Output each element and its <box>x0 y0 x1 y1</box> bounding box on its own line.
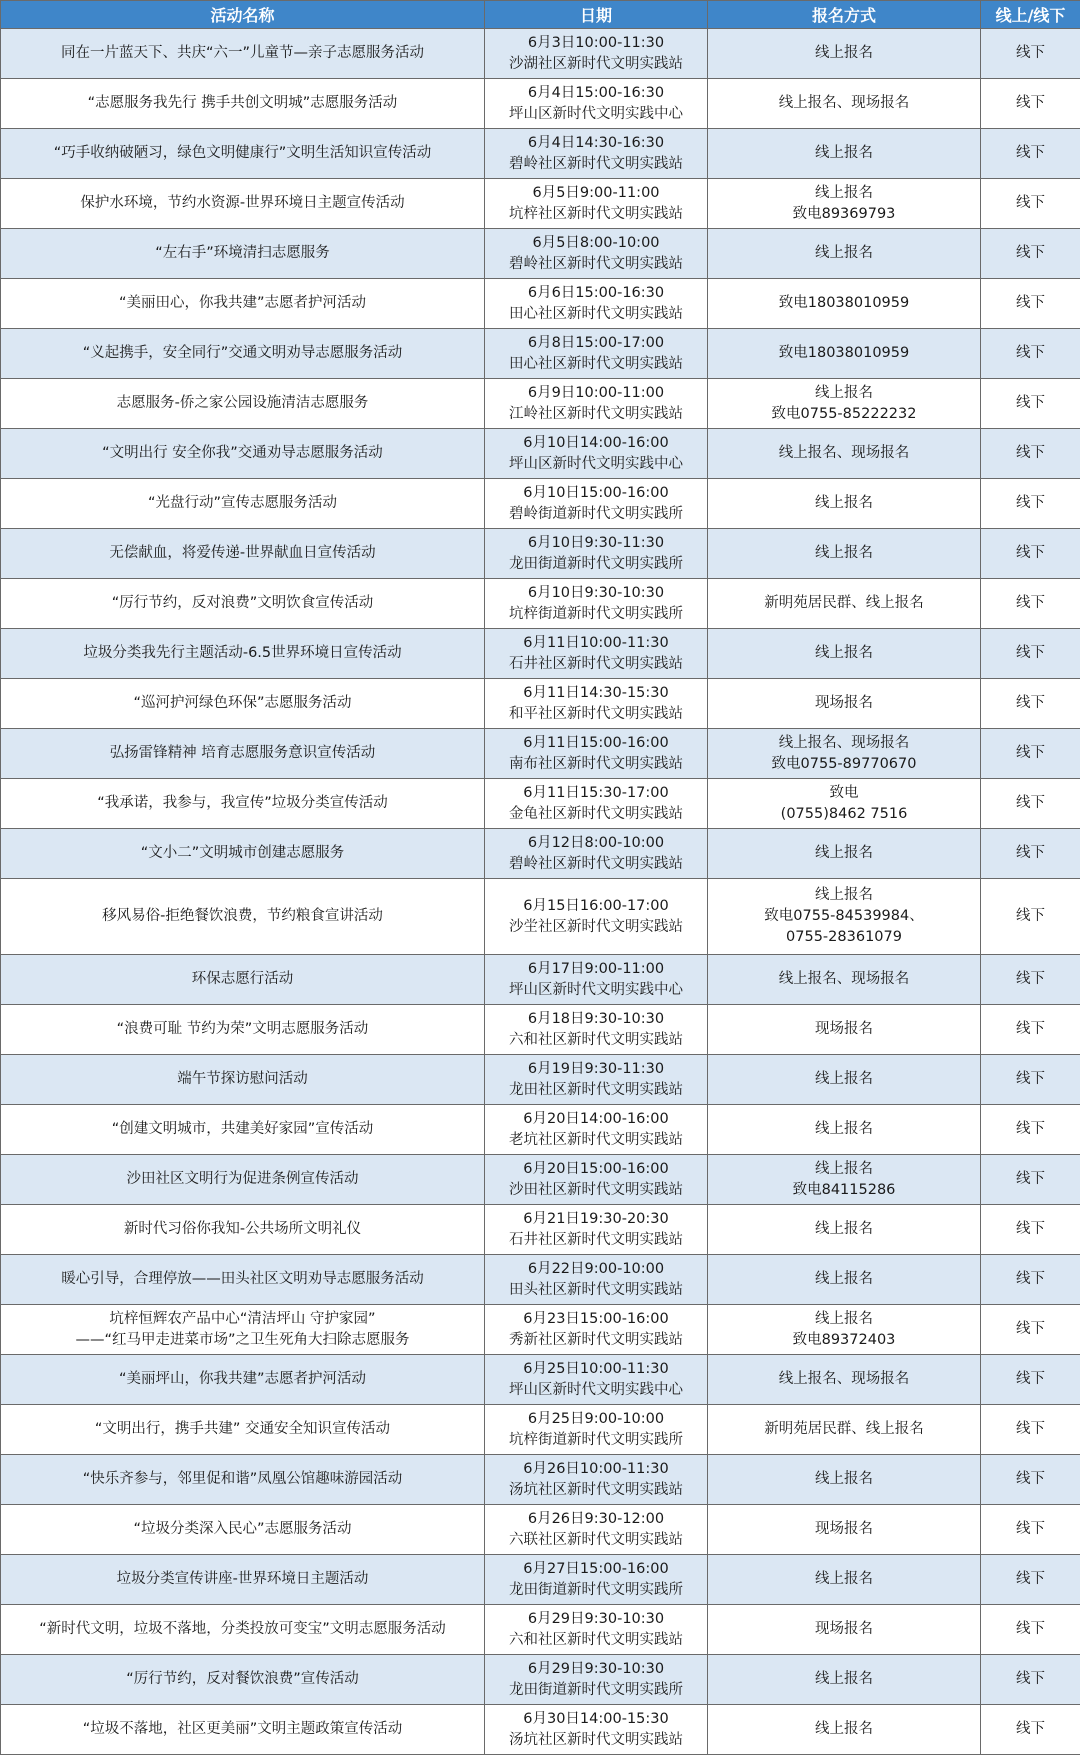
table-row <box>1 955 1080 1005</box>
mode-cell: 线下 <box>981 729 1080 779</box>
signup-method-cell: 线上报名 <box>708 1555 981 1605</box>
table-row <box>1 429 1080 479</box>
table-row <box>1 379 1080 429</box>
signup-method-cell: 现场报名 <box>708 679 981 729</box>
mode-cell: 线下 <box>981 1105 1080 1155</box>
table-row <box>1 179 1080 229</box>
activity-name-cell: 无偿献血，将爱传递-世界献血日宣传活动 <box>1 529 485 579</box>
date-cell: 6月3日10:00-11:30 沙湖社区新时代文明实践站 <box>485 29 708 79</box>
date-cell: 6月6日15:00-16:30 田心社区新时代文明实践站 <box>485 279 708 329</box>
activity-name-cell: 同在一片蓝天下、共庆“六一”儿童节—亲子志愿服务活动 <box>1 29 485 79</box>
date-cell: 6月20日15:00-16:00 沙田社区新时代文明实践站 <box>485 1155 708 1205</box>
table-row <box>1 1455 1080 1505</box>
mode-cell: 线下 <box>981 129 1080 179</box>
activity-name-cell: “义起携手，安全同行”交通文明劝导志愿服务活动 <box>1 329 485 379</box>
signup-method-cell: 线上报名 <box>708 1705 981 1755</box>
date-cell: 6月4日14:30-16:30 碧岭社区新时代文明实践站 <box>485 129 708 179</box>
date-cell: 6月25日10:00-11:30 坪山区新时代文明实践中心 <box>485 1355 708 1405</box>
activity-name-cell: 垃圾分类我先行主题活动-6.5世界环境日宣传活动 <box>1 629 485 679</box>
table-row <box>1 79 1080 129</box>
date-cell: 6月11日14:30-15:30 和平社区新时代文明实践站 <box>485 679 708 729</box>
date-cell: 6月26日9:30-12:00 六联社区新时代文明实践站 <box>485 1505 708 1555</box>
date-cell: 6月10日9:30-11:30 龙田街道新时代文明实践所 <box>485 529 708 579</box>
date-cell: 6月5日9:00-11:00 坑梓社区新时代文明实践站 <box>485 179 708 229</box>
mode-cell: 线下 <box>981 1255 1080 1305</box>
date-cell: 6月11日10:00-11:30 石井社区新时代文明实践站 <box>485 629 708 679</box>
mode-cell: 线下 <box>981 1005 1080 1055</box>
activity-name-cell: 新时代习俗你我知-公共场所文明礼仪 <box>1 1205 485 1255</box>
activity-name-cell: “厉行节约，反对浪费”文明饮食宣传活动 <box>1 579 485 629</box>
activity-name-cell: “我承诺，我参与，我宣传”垃圾分类宣传活动 <box>1 779 485 829</box>
mode-cell: 线下 <box>981 1455 1080 1505</box>
mode-cell: 线下 <box>981 429 1080 479</box>
mode-cell: 线下 <box>981 879 1080 955</box>
signup-method-cell: 线上报名 <box>708 1105 981 1155</box>
date-cell: 6月21日19:30-20:30 石井社区新时代文明实践站 <box>485 1205 708 1255</box>
activity-name-cell: 环保志愿行活动 <box>1 955 485 1005</box>
table-row <box>1 579 1080 629</box>
activity-name-cell: 移风易俗-拒绝餐饮浪费，节约粮食宣讲活动 <box>1 879 485 955</box>
table-row <box>1 1605 1080 1655</box>
date-cell: 6月29日9:30-10:30 龙田街道新时代文明实践所 <box>485 1655 708 1705</box>
signup-method-cell: 线上报名 <box>708 1255 981 1305</box>
table-row <box>1 1705 1080 1755</box>
mode-cell: 线下 <box>981 779 1080 829</box>
header-row <box>1 1 1080 29</box>
activity-name-cell: 坑梓恒辉农产品中心“清洁坪山 守护家园” ——“红马甲走进菜市场”之卫生死角大扫除志愿服务 <box>1 1305 485 1355</box>
date-cell: 6月22日9:00-10:00 田头社区新时代文明实践站 <box>485 1255 708 1305</box>
date-cell: 6月12日8:00-10:00 碧岭社区新时代文明实践站 <box>485 829 708 879</box>
signup-method-cell: 新明苑居民群、线上报名 <box>708 579 981 629</box>
activity-name-cell: 志愿服务-侨之家公园设施清洁志愿服务 <box>1 379 485 429</box>
date-cell: 6月20日14:00-16:00 老坑社区新时代文明实践站 <box>485 1105 708 1155</box>
table-row <box>1 1555 1080 1605</box>
signup-method-cell: 线上报名 <box>708 129 981 179</box>
mode-cell: 线下 <box>981 1205 1080 1255</box>
table-body <box>1 29 1080 1755</box>
activity-name-cell: “快乐齐参与，邻里促和谐”凤凰公馆趣味游园活动 <box>1 1455 485 1505</box>
table-row <box>1 1055 1080 1105</box>
mode-cell: 线下 <box>981 679 1080 729</box>
date-cell: 6月17日9:00-11:00 坪山区新时代文明实践中心 <box>485 955 708 1005</box>
activity-name-cell: 端午节探访慰问活动 <box>1 1055 485 1105</box>
signup-method-cell: 线上报名 <box>708 479 981 529</box>
signup-method-cell: 致电18038010959 <box>708 329 981 379</box>
header-date: 日期 <box>485 1 708 29</box>
signup-method-cell: 线上报名 致电89369793 <box>708 179 981 229</box>
table-row <box>1 229 1080 279</box>
table-row <box>1 729 1080 779</box>
date-cell: 6月29日9:30-10:30 六和社区新时代文明实践站 <box>485 1605 708 1655</box>
signup-method-cell: 致电18038010959 <box>708 279 981 329</box>
activity-name-cell: “美丽坪山，你我共建”志愿者护河活动 <box>1 1355 485 1405</box>
activity-name-cell: “光盘行动”宣传志愿服务活动 <box>1 479 485 529</box>
table-row <box>1 329 1080 379</box>
table-header <box>1 1 1080 29</box>
activity-name-cell: 保护水环境，节约水资源-世界环境日主题宣传活动 <box>1 179 485 229</box>
table-row <box>1 1155 1080 1205</box>
date-cell: 6月11日15:30-17:00 金龟社区新时代文明实践站 <box>485 779 708 829</box>
mode-cell: 线下 <box>981 379 1080 429</box>
mode-cell: 线下 <box>981 1355 1080 1405</box>
signup-method-cell: 线上报名 <box>708 529 981 579</box>
activity-name-cell: “志愿服务我先行 携手共创文明城”志愿服务活动 <box>1 79 485 129</box>
table-row <box>1 529 1080 579</box>
date-cell: 6月5日8:00-10:00 碧岭社区新时代文明实践站 <box>485 229 708 279</box>
header-online-offline: 线上/线下 <box>981 1 1080 29</box>
table-row <box>1 279 1080 329</box>
signup-method-cell: 线上报名 <box>708 1055 981 1105</box>
activity-name-cell: 弘扬雷锋精神 培育志愿服务意识宣传活动 <box>1 729 485 779</box>
signup-method-cell: 新明苑居民群、线上报名 <box>708 1405 981 1455</box>
mode-cell: 线下 <box>981 29 1080 79</box>
activity-name-cell: “文小二”文明城市创建志愿服务 <box>1 829 485 879</box>
mode-cell: 线下 <box>981 629 1080 679</box>
table-row <box>1 879 1080 955</box>
activity-name-cell: “垃圾不落地，社区更美丽”文明主题政策宣传活动 <box>1 1705 485 1755</box>
activity-name-cell: “文明出行，携手共建” 交通安全知识宣传活动 <box>1 1405 485 1455</box>
signup-method-cell: 线上报名、现场报名 致电0755-89770670 <box>708 729 981 779</box>
date-cell: 6月10日9:30-10:30 坑梓街道新时代文明实践所 <box>485 579 708 629</box>
activity-name-cell: 沙田社区文明行为促进条例宣传活动 <box>1 1155 485 1205</box>
signup-method-cell: 线上报名 <box>708 29 981 79</box>
mode-cell: 线下 <box>981 479 1080 529</box>
signup-method-cell: 线上报名 <box>708 1655 981 1705</box>
date-cell: 6月18日9:30-10:30 六和社区新时代文明实践站 <box>485 1005 708 1055</box>
signup-method-cell: 线上报名 致电84115286 <box>708 1155 981 1205</box>
signup-method-cell: 线上报名 致电0755-85222232 <box>708 379 981 429</box>
activity-name-cell: “浪费可耻 节约为荣”文明志愿服务活动 <box>1 1005 485 1055</box>
table-row <box>1 1355 1080 1405</box>
activity-name-cell: “厉行节约，反对餐饮浪费”宣传活动 <box>1 1655 485 1705</box>
activity-name-cell: 垃圾分类宣传讲座-世界环境日主题活动 <box>1 1555 485 1605</box>
table-row <box>1 1505 1080 1555</box>
activity-name-cell: “巧手收纳破陋习，绿色文明健康行”文明生活知识宣传活动 <box>1 129 485 179</box>
activity-name-cell: “新时代文明，垃圾不落地，分类投放可变宝”文明志愿服务活动 <box>1 1605 485 1655</box>
table-row <box>1 129 1080 179</box>
date-cell: 6月26日10:00-11:30 汤坑社区新时代文明实践站 <box>485 1455 708 1505</box>
mode-cell: 线下 <box>981 955 1080 1005</box>
date-cell: 6月4日15:00-16:30 坪山区新时代文明实践中心 <box>485 79 708 129</box>
table-row <box>1 1005 1080 1055</box>
signup-method-cell: 线上报名 致电0755-84539984、 0755-28361079 <box>708 879 981 955</box>
table-row <box>1 679 1080 729</box>
signup-method-cell: 线上报名、现场报名 <box>708 429 981 479</box>
signup-method-cell: 线上报名、现场报名 <box>708 1355 981 1405</box>
mode-cell: 线下 <box>981 279 1080 329</box>
activity-name-cell: “创建文明城市，共建美好家园”宣传活动 <box>1 1105 485 1155</box>
mode-cell: 线下 <box>981 79 1080 129</box>
table-row <box>1 1305 1080 1355</box>
table-row <box>1 1405 1080 1455</box>
date-cell: 6月9日10:00-11:00 江岭社区新时代文明实践站 <box>485 379 708 429</box>
mode-cell: 线下 <box>981 1605 1080 1655</box>
activity-name-cell: “美丽田心，你我共建”志愿者护河活动 <box>1 279 485 329</box>
signup-method-cell: 现场报名 <box>708 1505 981 1555</box>
mode-cell: 线下 <box>981 229 1080 279</box>
table-row <box>1 1205 1080 1255</box>
signup-method-cell: 线上报名 致电89372403 <box>708 1305 981 1355</box>
activity-name-cell: “垃圾分类深入民心”志愿服务活动 <box>1 1505 485 1555</box>
signup-method-cell: 线上报名 <box>708 1455 981 1505</box>
mode-cell: 线下 <box>981 179 1080 229</box>
activity-name-cell: 暖心引导，合理停放——田头社区文明劝导志愿服务活动 <box>1 1255 485 1305</box>
table-row <box>1 1255 1080 1305</box>
table-row <box>1 629 1080 679</box>
mode-cell: 线下 <box>981 829 1080 879</box>
header-activity-name: 活动名称 <box>1 1 485 29</box>
signup-method-cell: 线上报名 <box>708 829 981 879</box>
date-cell: 6月11日15:00-16:00 南布社区新时代文明实践站 <box>485 729 708 779</box>
signup-method-cell: 现场报名 <box>708 1005 981 1055</box>
mode-cell: 线下 <box>981 529 1080 579</box>
activity-name-cell: “文明出行 安全你我”交通劝导志愿服务活动 <box>1 429 485 479</box>
signup-method-cell: 线上报名 <box>708 229 981 279</box>
mode-cell: 线下 <box>981 1555 1080 1605</box>
date-cell: 6月27日15:00-16:00 龙田街道新时代文明实践所 <box>485 1555 708 1605</box>
date-cell: 6月8日15:00-17:00 田心社区新时代文明实践站 <box>485 329 708 379</box>
date-cell: 6月30日14:00-15:30 汤坑社区新时代文明实践站 <box>485 1705 708 1755</box>
signup-method-cell: 致电 (0755)8462 7516 <box>708 779 981 829</box>
mode-cell: 线下 <box>981 1055 1080 1105</box>
signup-method-cell: 线上报名、现场报名 <box>708 79 981 129</box>
mode-cell: 线下 <box>981 1405 1080 1455</box>
date-cell: 6月10日15:00-16:00 碧岭街道新时代文明实践所 <box>485 479 708 529</box>
date-cell: 6月23日15:00-16:00 秀新社区新时代文明实践站 <box>485 1305 708 1355</box>
date-cell: 6月15日16:00-17:00 沙坣社区新时代文明实践站 <box>485 879 708 955</box>
mode-cell: 线下 <box>981 1705 1080 1755</box>
table-row <box>1 1655 1080 1705</box>
mode-cell: 线下 <box>981 1305 1080 1355</box>
activity-name-cell: “左右手”环境清扫志愿服务 <box>1 229 485 279</box>
mode-cell: 线下 <box>981 579 1080 629</box>
header-signup-method: 报名方式 <box>708 1 981 29</box>
table-row <box>1 29 1080 79</box>
signup-method-cell: 线上报名、现场报名 <box>708 955 981 1005</box>
signup-method-cell: 现场报名 <box>708 1605 981 1655</box>
signup-method-cell: 线上报名 <box>708 1205 981 1255</box>
signup-method-cell: 线上报名 <box>708 629 981 679</box>
date-cell: 6月19日9:30-11:30 龙田社区新时代文明实践站 <box>485 1055 708 1105</box>
table-row <box>1 479 1080 529</box>
activity-name-cell: “巡河护河绿色环保”志愿服务活动 <box>1 679 485 729</box>
date-cell: 6月25日9:00-10:00 坑梓街道新时代文明实践所 <box>485 1405 708 1455</box>
mode-cell: 线下 <box>981 329 1080 379</box>
table-row <box>1 1105 1080 1155</box>
table-row <box>1 779 1080 829</box>
mode-cell: 线下 <box>981 1155 1080 1205</box>
date-cell: 6月10日14:00-16:00 坪山区新时代文明实践中心 <box>485 429 708 479</box>
mode-cell: 线下 <box>981 1505 1080 1555</box>
table-row <box>1 829 1080 879</box>
mode-cell: 线下 <box>981 1655 1080 1705</box>
